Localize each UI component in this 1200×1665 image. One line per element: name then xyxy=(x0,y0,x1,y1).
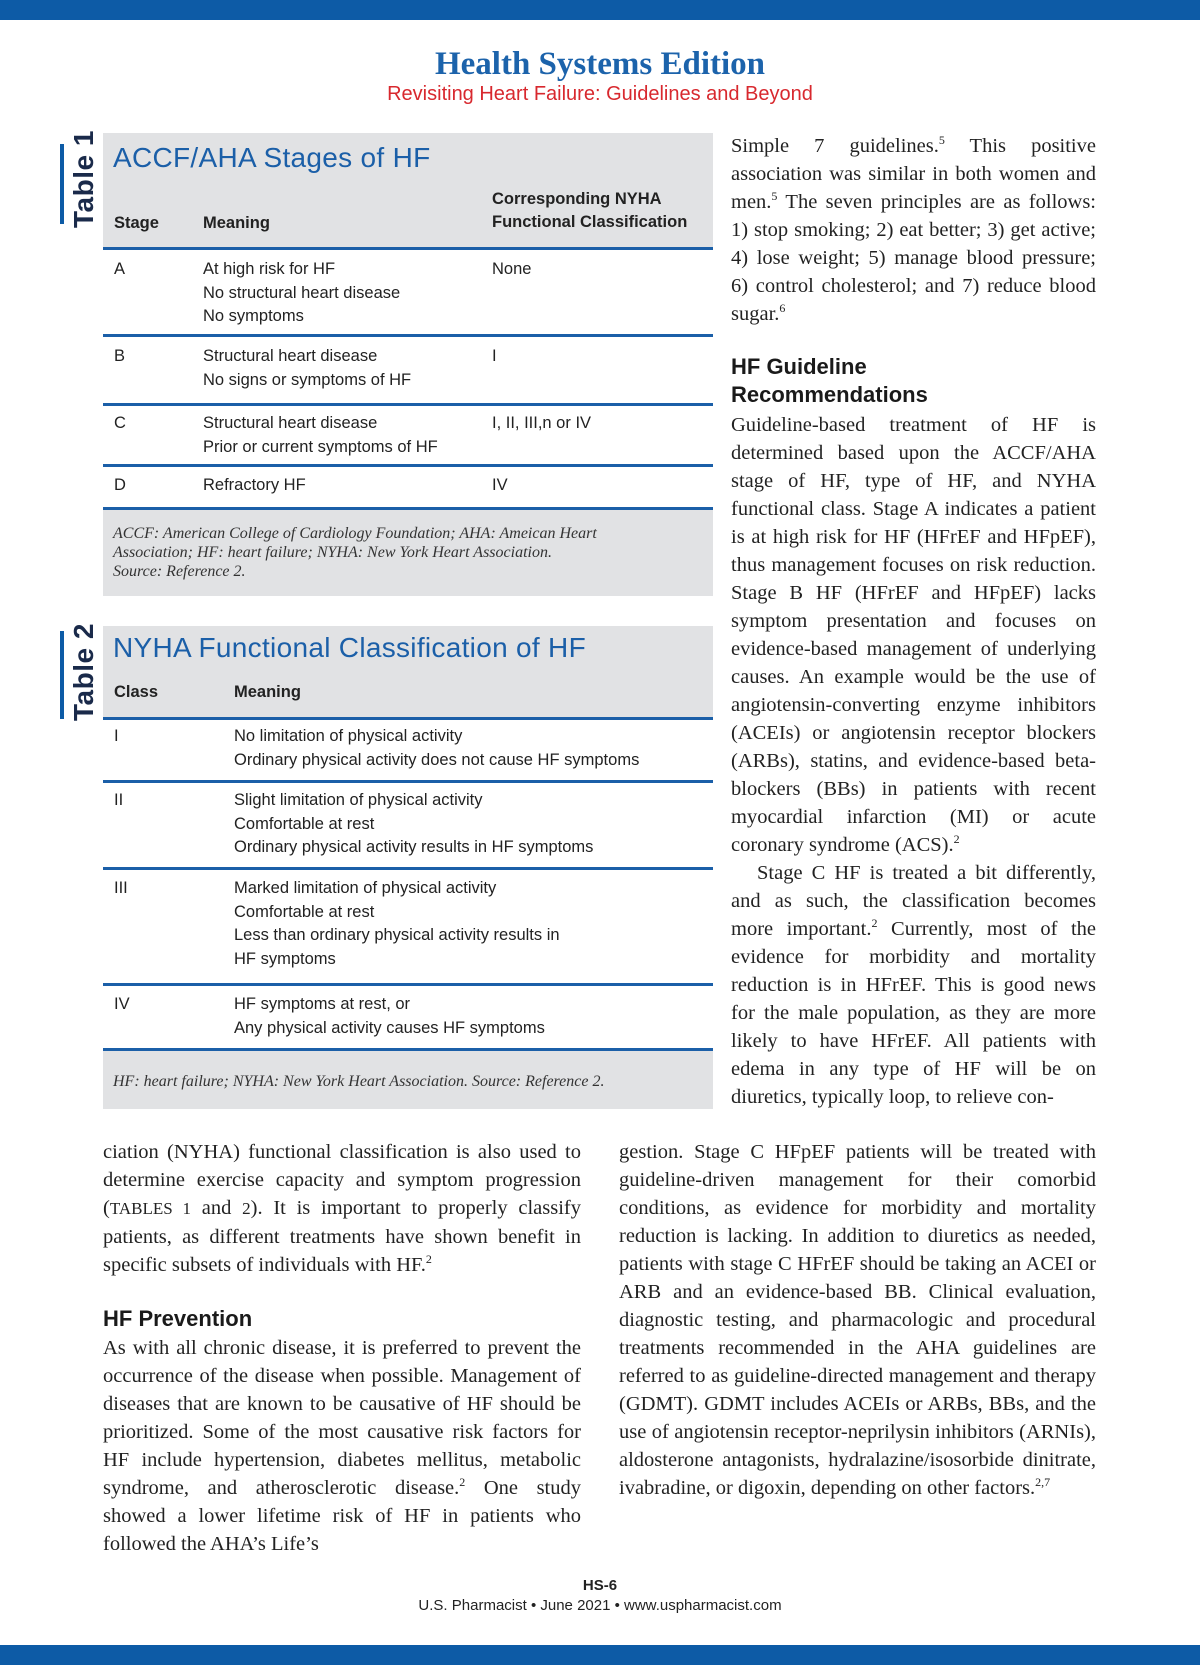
table-row xyxy=(103,403,713,464)
nyha-cell: I, II, III,n or IV xyxy=(492,414,592,432)
meaning-line: Structural heart disease xyxy=(203,347,378,365)
table1-label: Table 1 xyxy=(68,130,99,228)
meaning-cell xyxy=(203,345,411,392)
section-heading-guideline: HF Guideline Recommendations xyxy=(731,354,928,407)
nyha-cell: None xyxy=(492,260,532,278)
table-row xyxy=(103,983,713,1051)
table-row xyxy=(103,464,713,510)
class-cell: III xyxy=(114,879,128,897)
table1-label-bar xyxy=(60,144,64,224)
meaning-line: Structural heart disease xyxy=(203,414,378,432)
table1 xyxy=(103,133,713,596)
footnote-line: Source: Reference 2. xyxy=(113,563,246,580)
publication-line: U.S. Pharmacist • June 2021 • www.uspharmacist.com xyxy=(418,1597,782,1614)
paragraph: ciation (NYHA) functional classification is also used to determine exercise capacity and symptom progression (TABLES 1 and 2). It is important to properly classify patients, as different treatments have shown benefit in specific subsets of individuals with HF.$^2$ xyxy=(103,1141,581,1276)
right-column-top xyxy=(731,132,1096,328)
meaning-line: HF symptoms xyxy=(234,949,336,968)
class-cell: I xyxy=(114,727,119,745)
meaning-line: No structural heart disease xyxy=(203,283,401,302)
stage-cell: B xyxy=(114,347,126,365)
meaning-line: No limitation of physical activity xyxy=(234,727,463,745)
right-column-middle xyxy=(731,411,1096,1111)
page-subtitle: Revisiting Heart Failure: Guidelines and Beyond xyxy=(387,83,813,105)
meaning-line: No symptoms xyxy=(203,307,304,325)
meaning-cell xyxy=(234,877,560,971)
meaning-line: Marked limitation of physical activity xyxy=(234,879,497,897)
left-column-bottom-2 xyxy=(103,1334,581,1558)
meaning-cell xyxy=(234,993,545,1040)
meaning-line: Slight limitation of physical activity xyxy=(234,791,483,809)
section-heading-prevention: HF Prevention xyxy=(103,1306,253,1331)
footnote-line: Association; HF: heart failure; NYHA: New York Heart Association. xyxy=(113,544,552,561)
table1-title: ACCF/AHA Stages of HF xyxy=(113,142,431,173)
meaning-line: Prior or current symptoms of HF xyxy=(203,437,438,456)
table-row xyxy=(103,867,713,983)
nyha-cell: IV xyxy=(492,476,508,494)
table2 xyxy=(103,626,713,1109)
paragraph: As with all chronic disease, it is preferred to prevent the occurrence of the disease when possible. Management of diseases that are known to be causative of HF should be prioritized. Some of the most causative risk factors for HF include hypertension, diabetes mellitus, metabolic syndrome, and atherosclerotic disease.$^2$ One study showed a lower lifetime risk of HF in patients who followed the AHA’s Life’s xyxy=(103,1337,582,1555)
nyha-cell: I xyxy=(492,347,497,365)
class-cell: II xyxy=(114,791,124,809)
table-row xyxy=(103,247,713,334)
left-column-bottom xyxy=(103,1138,581,1279)
right-column-bottom xyxy=(619,1138,1096,1502)
meaning-line: Any physical activity causes HF symptoms xyxy=(234,1018,545,1037)
meaning-cell xyxy=(203,412,438,459)
paragraph: Stage C HF is treated a bit differently, and as such, the classification becomes more important.$^2$ Currently, most of the evidence for morbidity and mortality reduction is in HFrEF. This is good news for the male population, as they are more likely to have HFrEF. All patients with edema in any type of HF will be on diuretics, typically loop, to relieve con- xyxy=(731,862,1096,1108)
table-row xyxy=(103,717,713,780)
class-cell: IV xyxy=(114,995,130,1013)
table1-footnote xyxy=(113,524,597,581)
page-number: HS-6 xyxy=(582,1577,618,1594)
table2-header-meaning: Meaning xyxy=(234,683,301,701)
meaning-cell xyxy=(234,725,639,772)
table-row xyxy=(103,780,713,867)
meaning-line: Comfortable at rest xyxy=(234,814,375,833)
paragraph: gestion. Stage C HFpEF patients will be treated with guideline-driven management for their comorbid conditions, as evidence for morbidity and mortality reduction is lacking. In addition to diuretics as needed, patients with stage C HFrEF should be taking an ACEI or ARB and an evidence-based BB. Clinical evaluation, diagnostic testing, and pharmacologic and procedural treatments recommended in the AHA guidelines are referred to as guideline-directed management and therapy (GDMT). GDMT includes ACEIs or ARBs, BBs, and the use of angiotensin receptor-neprilysin inhibitors (ARNIs), aldosterone antagonists, hydralazine/isosorbide dinitrate, ivabradine, or digoxin, depending on other factors.$^{2,7}$ xyxy=(619,1141,1096,1499)
paragraph: Simple 7 guidelines.$^5$ This positive association was similar in both women and men.$^5$ The seven principles are as follows: 1) stop smoking; 2) eat better; 3) get active; 4) lose weight; 5) manage blood pressure; 6) control cholesterol; and 7) reduce blood sugar.$^6$ xyxy=(731,133,1096,325)
table1-header-nyha-line2: Functional Classification xyxy=(492,213,688,231)
table2-label-bar xyxy=(60,631,64,719)
table1-header-stage: Stage xyxy=(114,214,159,232)
table2-header-class: Class xyxy=(114,683,159,701)
meaning-line: At high risk for HF xyxy=(203,260,336,278)
top-color-bar xyxy=(0,0,1200,20)
meaning-line: HF symptoms at rest, or xyxy=(234,995,411,1013)
meaning-cell xyxy=(203,258,400,329)
meaning-cell xyxy=(234,789,593,860)
meaning-line: Less than ordinary physical activity results in xyxy=(234,926,560,944)
meaning-cell xyxy=(203,474,306,498)
meaning-line: Ordinary physical activity results in HF symptoms xyxy=(234,838,594,856)
table1-header-meaning: Meaning xyxy=(203,214,270,232)
page-title: Health Systems Edition xyxy=(434,46,766,82)
footnote-line: ACCF: American College of Cardiology Foundation; AHA: Ameican Heart xyxy=(113,525,597,542)
table1-header-nyha-line1: Corresponding NYHA xyxy=(492,190,662,208)
meaning-line: Refractory HF xyxy=(203,476,306,494)
bottom-color-bar xyxy=(0,1645,1200,1665)
stage-cell: D xyxy=(114,476,126,494)
meaning-line: Ordinary physical activity does not cause HF symptoms xyxy=(234,750,640,769)
table1-header-nyha xyxy=(492,188,687,234)
stage-cell: C xyxy=(114,414,126,432)
meaning-line: No signs or symptoms of HF xyxy=(203,370,412,389)
table-row xyxy=(103,334,713,403)
paragraph: Guideline-based treatment of HF is determined based upon the ACCF/AHA stage of HF, type of HF, and NYHA functional class. Stage A indicates a patient is at high risk for HF (HFrEF and HFpEF), thus management focuses on risk reduction. Stage B HF (HFrEF and HFpEF) lacks symptom presentation and focuses on evidence-based management of underlying causes. An example would be the use of angiotensin-converting enzyme inhibitors (ACEIs) or angiotensin receptor blockers (ARBs), statins, and evidence-based beta-blockers (BBs) in patients with recent myocardial infarction (MI) or acute coronary syndrome (ACS).$^2$ xyxy=(731,414,1096,856)
table2-footnote: HF: heart failure; NYHA: New York Heart Association. Source: Reference 2. xyxy=(113,1073,605,1090)
meaning-line: Comfortable at rest xyxy=(234,902,375,921)
table2-title: NYHA Functional Classification of HF xyxy=(113,632,586,663)
table2-label: Table 2 xyxy=(68,623,99,721)
stage-cell: A xyxy=(114,260,126,278)
